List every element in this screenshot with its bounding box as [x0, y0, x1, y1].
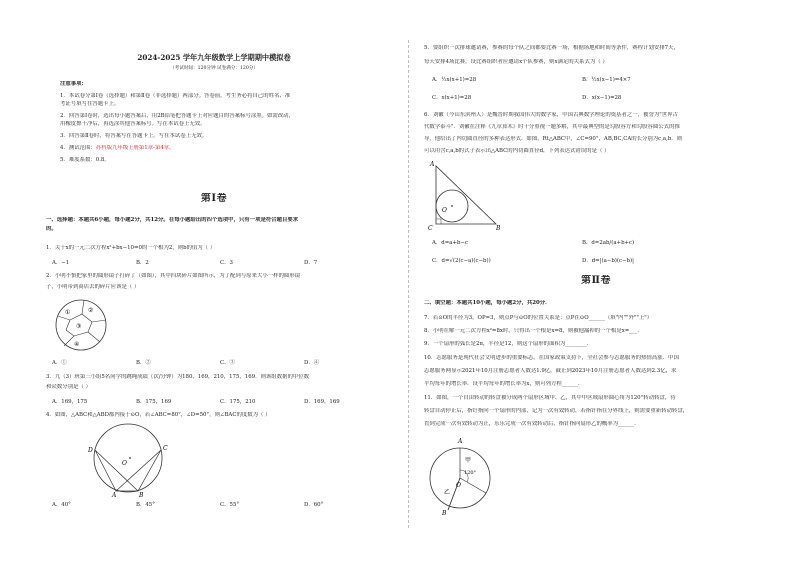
q3-option-c: C．175，210: [220, 399, 256, 405]
q11-stem: 直到完成一次有效转动为止，乐乐完成一次有效转动后，指针指向扇形乙的概率为______．: [424, 421, 640, 427]
point-label: A: [458, 438, 463, 445]
q5-option-b: B．½x(x−1)=4×7: [582, 77, 631, 83]
q4-option-b: B．45°: [136, 502, 155, 508]
note-line: 用橡皮擦干净后，再选涂其他答案标号。写在本试卷上无效。: [60, 121, 206, 127]
point-label: C: [428, 225, 433, 232]
right-angle-mark: [436, 219, 441, 224]
point-label: O: [456, 482, 461, 489]
right-triangle-incircle-figure: [428, 158, 504, 232]
q2-option-b: B．②: [136, 360, 151, 366]
q2-stem: 子，小明带到商店去的碎片应该是（ ）: [46, 284, 140, 290]
q6-option-b: B．d=2ab/(a+b+c): [582, 240, 635, 246]
q5-stem: 每天安排4场比赛，设比赛组织者应邀请x个队参赛，则x满足的关系式为（ ）: [424, 59, 608, 65]
q3-option-a: A．169，175: [52, 399, 88, 405]
triangle-abd: [95, 450, 138, 491]
left-column: [46, 0, 382, 562]
note-line: [60, 145, 382, 152]
q6-stem: 代数学泰斗"．刘徽在注释《九章算术》时十分重视一题多解，其中最典型的是勾股容方和勾股容圆公式的推: [424, 124, 680, 130]
q11-stem: 11．如图，一个自由转动的转盘被分成两个扇形区域甲、乙，其中甲区域扇形圆心角为120°转动转盘，待: [424, 395, 676, 401]
q6-stem: 6．刘徽（今山东滨州人）是魏晋时期我国伟大的数学家，中国古典数学理论的奠基者之一，被誉为"世界古: [424, 112, 678, 118]
fragment-label: ①: [65, 309, 71, 316]
sector-label: 乙: [444, 489, 451, 496]
fragment-label: ④: [74, 341, 80, 348]
q3-option-d: D．169，169: [304, 399, 340, 405]
q2-option-d: D．④: [304, 360, 320, 366]
q1-option-d: D．7: [304, 260, 318, 266]
point-label: A: [430, 161, 435, 168]
q6-option-d: D．d=|(a−b)(c−b)|: [582, 258, 634, 264]
q6-option-a: A．d=a+b−c: [432, 240, 468, 246]
q10-stem: 平均每年的增长率．设平均每年的增长率为x，则可列方程______．: [424, 381, 584, 387]
exam-title: 2024-2025 学年九年级数学上学期期中模拟卷: [137, 53, 291, 62]
spinner-figure: [426, 434, 496, 516]
note-line: 考证号填写在答题卡上。: [60, 101, 120, 107]
q9-stem: 9．一个扇形的弧长是2π，半径是12，则这个扇形的面积为________．: [424, 341, 593, 347]
q3-stem: 3．九（3）班第三小组5名同学的跳绳成绩（次/分钟）为180，169，210，175，169．则该组数据的中位数: [46, 374, 310, 380]
inscribed-triangles-figure: [82, 420, 174, 498]
section-two-heading: 第Ⅱ卷: [581, 275, 611, 286]
point-label: A: [112, 492, 117, 498]
fragment-label: ②: [88, 307, 94, 314]
q6-stem: 导，他给出了内切圆直径的多种表达形式．如图，Rt△ABC中，∠C=90°，AB,BC,CA的长分别为c,a,b．则: [424, 136, 683, 142]
crack-line: [92, 320, 106, 322]
angle-label: 120°: [464, 470, 477, 476]
q5-option-d: D．x(x−1)=28: [582, 95, 622, 101]
q1-stem: 1．关于x的一元二次方程x²+bx−10=0的一个根为2，则b的值为（ ）: [46, 245, 216, 251]
q5-stem: 5．要组织一次排球邀请赛，参赛的每个队之间都要比赛一场，根据场地和时间等条件，赛程计划安排7天，: [424, 45, 679, 51]
crack-line: [88, 332, 100, 342]
q3-option-b: B．175，169: [136, 399, 172, 405]
center-point: [451, 205, 453, 207]
q6-option-c: C．d=√(2(c−a)(c−b)): [432, 258, 491, 264]
q1-option-a: A．−1: [52, 260, 70, 266]
section-one-heading: 第Ⅰ卷: [200, 193, 228, 204]
point-label: B: [442, 510, 447, 516]
q3-stem: 和众数分别是（ ）: [46, 384, 91, 390]
sector-label: 甲: [465, 457, 472, 464]
q2-option-c: C．③: [220, 360, 235, 366]
q2-option-a: A．①: [52, 360, 67, 366]
fill-instructions: 二、填空题：本题共10小题，每小题2分，共20分．: [424, 300, 551, 306]
right-column: [424, 0, 768, 562]
q4-option-c: C．55°: [220, 502, 240, 508]
note-line: 3．回答第Ⅱ卷时，将答案写在答题卡上。写在本试卷上无效。: [60, 133, 208, 139]
q10-stem: 志愿服务网显示2021年10月注册志愿者人数达1.9亿，截止到2023年10月注册志愿者人数达到2.3亿，求: [424, 368, 677, 374]
q1-option-b: B．2: [136, 260, 149, 266]
point-label: O: [122, 460, 127, 467]
q4-stem: 4．如图，△ABC和△ABD都内接于⊙O，若∠ABC=80°，∠D=50°，则∠BAC的度数为（ ）: [46, 412, 271, 418]
point-label: B: [496, 225, 501, 232]
note-line: 5．难度系数：0.8。: [60, 157, 110, 163]
q4-option-d: D．60°: [304, 502, 324, 508]
note-line: 1．本试卷分第Ⅰ卷（选择题）和第Ⅱ卷（非选择题）两部分。答卷前，考生务必将自己的姓名、准: [60, 93, 291, 99]
triangle-abc: [436, 166, 496, 224]
q8-stem: 8．小明在解一元二次方程x²=8x时，只得出一个根是x=8，则被他漏掉的一个根是x=___．: [424, 328, 643, 334]
q4-option-a: A．40°: [52, 502, 71, 508]
q7-stem: 7．若⊙O的半径为3，OP=3，则点P与⊙O的位置关系是：点P在⊙O______（填"内""外""上"）: [424, 315, 653, 321]
q6-stem: 可以用含c,a,b的式子表示出△ABC的内切圆直径d，下列表达式错误的是（ ）: [424, 148, 610, 154]
notes-heading: 注意事项:: [60, 81, 84, 87]
point-label: B: [139, 492, 144, 498]
fragment-label: ③: [76, 323, 82, 330]
point-label: O: [442, 207, 447, 214]
q11-stem: 转盘自动停止后，指针指向一个扇形的内部，记为一次有效转动，若指针指在分界线上，则需要重新转动转盘，: [424, 408, 689, 414]
point-label: C: [163, 445, 168, 452]
q10-stem: 10．志愿服务是现代社会文明进步的重要标志，在国家政策支持下，全社会参与志愿服务的热情高涨．中国: [424, 355, 679, 361]
center-point: [129, 457, 131, 459]
q5-option-a: A．½x(x+1)=28: [432, 77, 477, 83]
crack-line: [82, 300, 84, 314]
choice-instructions: 的。: [46, 226, 57, 232]
point-label: D: [88, 447, 93, 454]
test-range: 苏科版九年级上册第1章-第4章。: [95, 145, 175, 151]
exam-subtitle: （考试时间：120分钟 试卷满分：120分）: [170, 66, 258, 71]
triangle-abc: [116, 450, 161, 491]
q1-option-c: C．3: [220, 260, 233, 266]
crack-line: [58, 316, 74, 346]
q2-stem: 2．小明不慎把家里的圆形镜子打碎了（如图），其中四块碎片如图所示，为了配到与原来大小一样的圆形镜: [46, 273, 301, 279]
note-line: 2．回答第Ⅰ卷时，选出每小题答案后，用2B铅笔把答题卡上对应题目的答案标号涂黑。如需改动，: [60, 113, 294, 119]
column-divider: [408, 40, 409, 528]
choice-instructions: 一、选择题：本题共6小题，每小题2分，共12分。在每小题给出的四个选项中，只有一项是符合题目要求: [46, 217, 299, 223]
sector-boundary: [460, 478, 486, 493]
note-label: 4．测试范围：: [60, 145, 96, 151]
q5-option-c: C．x(x+1)=28: [432, 95, 472, 101]
broken-mirror-figure: [52, 296, 110, 354]
